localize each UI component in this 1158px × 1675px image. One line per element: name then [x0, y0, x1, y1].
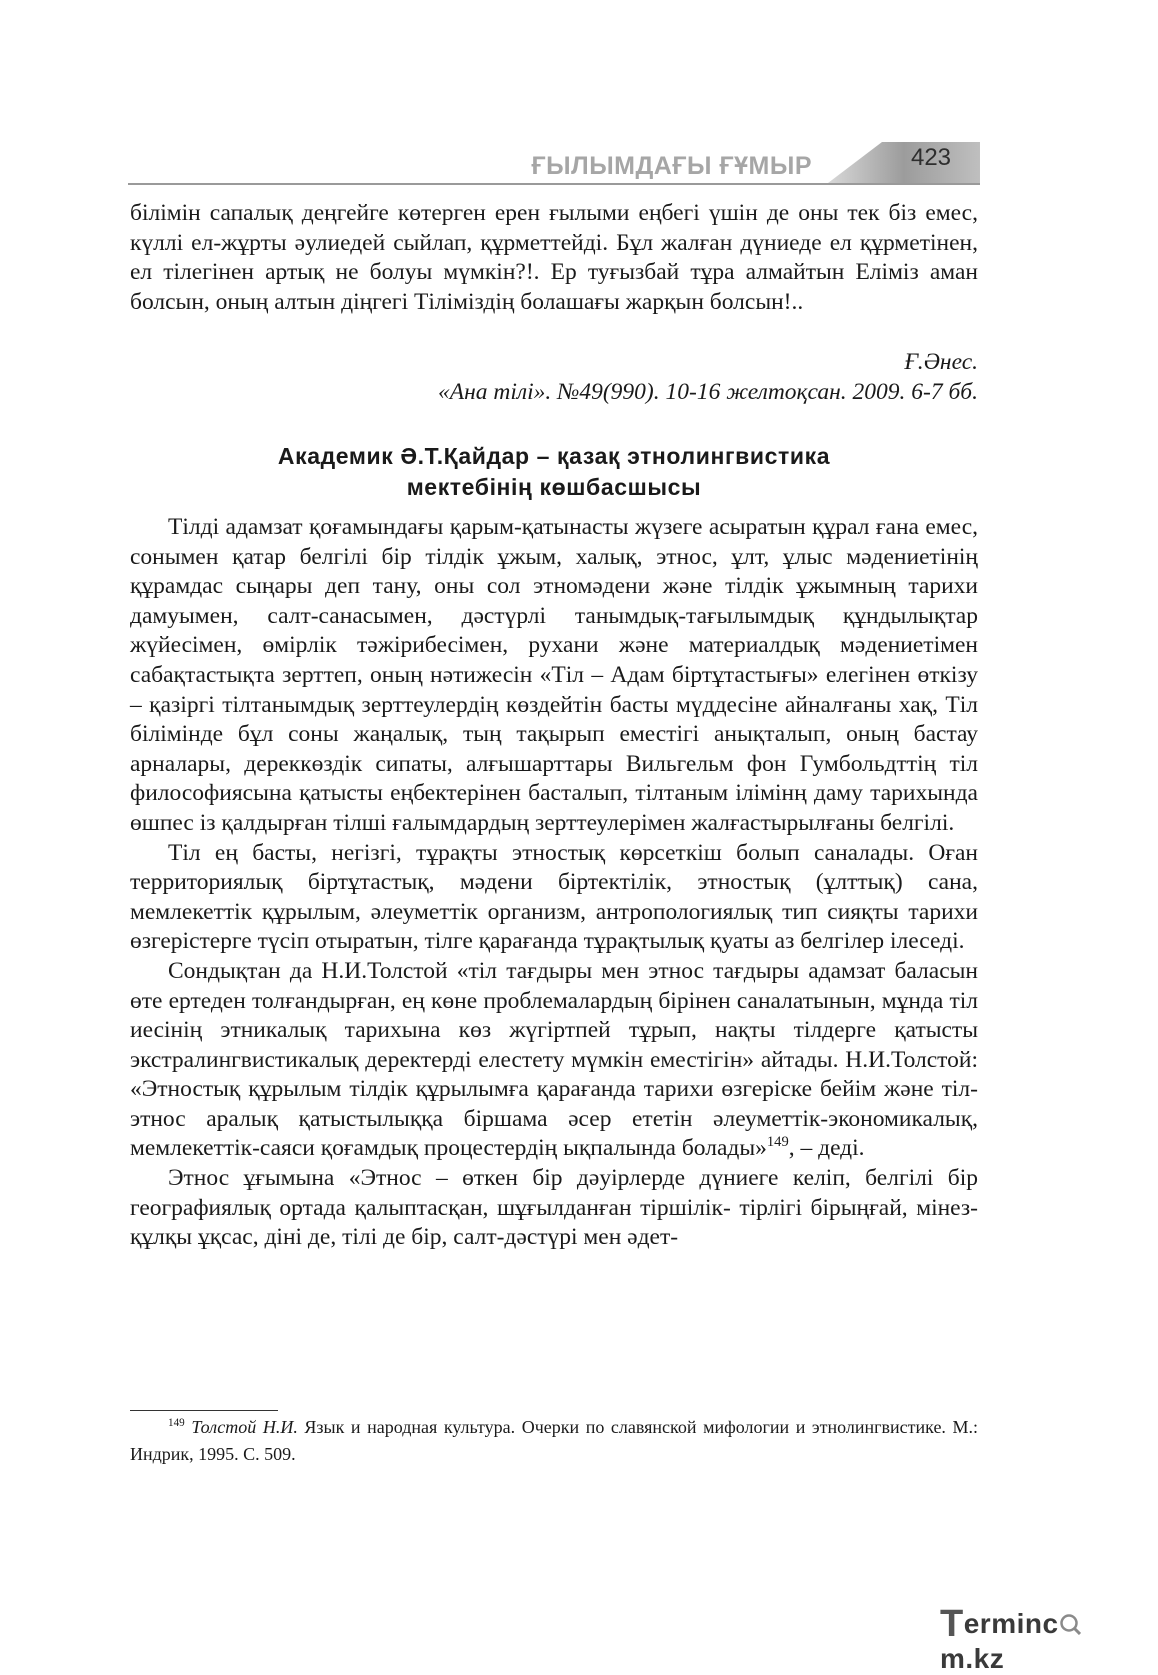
footnote-number: 149: [168, 1417, 185, 1429]
footnote: [130, 1414, 978, 1468]
body-paragraph: Тілді адамзат қоғамындағы қарым-қатынасты жүзеге асыратын құрал ғана емес, сонымен қатар белгілі бір тілдік ұжым, халық, этнос, ұлт, ұлыс мәдениетінің құрамдас сыңары деп тану, оны сол этномәдени және тілдік ұжымның тарихи дамуымен, салт-санасымен, дәстүрлі танымдық-тағылымдық құндылықтар жүйесімен, өмірлік тәжірибесімен, рухани және материалдық мәдениетімен сабақтастықта зерттеп, оның нәтижесін «Тіл – Адам біртұтастығы» елегінен өткізу – қазіргі тілтанымдық зерттеулердің көздейтін басты мүддесіне айналғаны хақ, Тіл білімінде бұл соны жаңалық, тың тақырып еместігі анықталып, оның бастау арналары, дереккөздік сипаты, алғышарттары Вильгельм фон Гумбольдттің тіл философиясына қатысты еңбектерінен басталып, тілтаным ілімінң даму тарихында өшпес із қалдырған тілші ғалымдардың зерттеулерімен жалғастырылғаны белгілі.: [130, 514, 978, 836]
intro-block: [130, 199, 978, 317]
body-paragraph: Этнос ұғымына «Этнос – өткен бір дәуірлерде дүниеге келіп, белгілі бір географиялық ортада қалыптасқан, шұғылданған тіршілік- тірлігі бірыңғай, мінез-құлқы ұқсас, діні де, тілі де бір, салт-дәстүрі мен әдет-: [130, 1165, 978, 1251]
running-title: ҒЫЛЫМДАҒЫ ҒҰМЫР: [531, 152, 812, 180]
watermark-initial: T: [940, 1603, 964, 1645]
watermark-logo: [940, 1600, 1140, 1674]
footnote-reference: 149: [766, 1134, 789, 1151]
article-title: [130, 441, 978, 503]
footnote-author: Толстой Н.И.: [191, 1417, 298, 1437]
watermark-text-b: m.kz: [940, 1643, 1005, 1674]
body-paragraph: [130, 957, 978, 1164]
article-title-line-1: Академик Ә.Т.Қайдар – қазақ этнолингвистика: [277, 443, 831, 469]
signature-block: [130, 347, 978, 407]
article-title-line-2: мектебінің көшбасшысы: [406, 474, 702, 500]
body-paragraph: Тіл ең басты, негізгі, тұрақты этностық көрсеткіш болып саналады. Оған территориялық біртұтастық, мәдени біртектілік, этностық (ұлттық) сана, мемлекеттік құрылым, әлеуметтік организм, антропологиялық тип сияқты тарихи өзгерістерге түсіп отыратын, тілге қарағанда тұрақтылық қуаты аз белгілер ілеседі.: [130, 839, 978, 955]
article-body: [130, 513, 978, 1253]
body-paragraph-text: Сондықтан да Н.И.Толстой «тіл тағдыры мен этнос тағдыры адамзат баласын өте ертеден толғандырған, ең көне проблемалардың бірінен саналатынын, мұнда тіл иесінің этникалық тарихына көз жүгіртпей тұрып, нақты тілдерге қатысты экстралингвистикалық деректерді елестету мүмкін еместігін» айтады. Н.И.Толстой: «Этностық құрылым тілдік құрылымға қарағанда тарихи өзгеріске бейім және тіл-этнос аралық қатыстылыққа біршама әсер ететін әлеуметтік-экономикалық, мемлекеттік-саяси қоғамдық процестердің ықпалында болады»: [130, 957, 978, 1162]
page-header: [128, 138, 980, 186]
page-number: 423: [910, 144, 952, 171]
watermark-text-a: erminc: [963, 1608, 1059, 1639]
header-rule: [128, 183, 980, 185]
signature-author: Ғ.Әнес.: [904, 349, 978, 375]
signature-source: «Ана тілі». №49(990). 10-16 желтоқсан. 2009. 6-7 бб.: [438, 379, 978, 405]
footnote-text: Язык и народная культура. Очерки по славянской мифологии и этнолингвистике. М.: Индрик, 1995. С. 509.: [130, 1417, 979, 1464]
magnifier-icon: [1059, 1613, 1081, 1635]
footnote-rule: [130, 1410, 278, 1411]
intro-paragraph: білімін сапалық деңгейге көтерген ерен ғылыми еңбегі үшін де оны тек біз емес, күллі ел-жұрты әулиедей сыйлап, құрметтейді. Бұл жалған дүниеде ел құрметінен, ел тілегінен артық не болуы мүмкін?!. Ер туғызбай тұра алмайтын Еліміз аман болсын, оның алтын діңгегі Тіліміздің болашағы жарқын болсын!..: [130, 200, 978, 315]
body-paragraph-end: , – деді.: [788, 1135, 865, 1162]
